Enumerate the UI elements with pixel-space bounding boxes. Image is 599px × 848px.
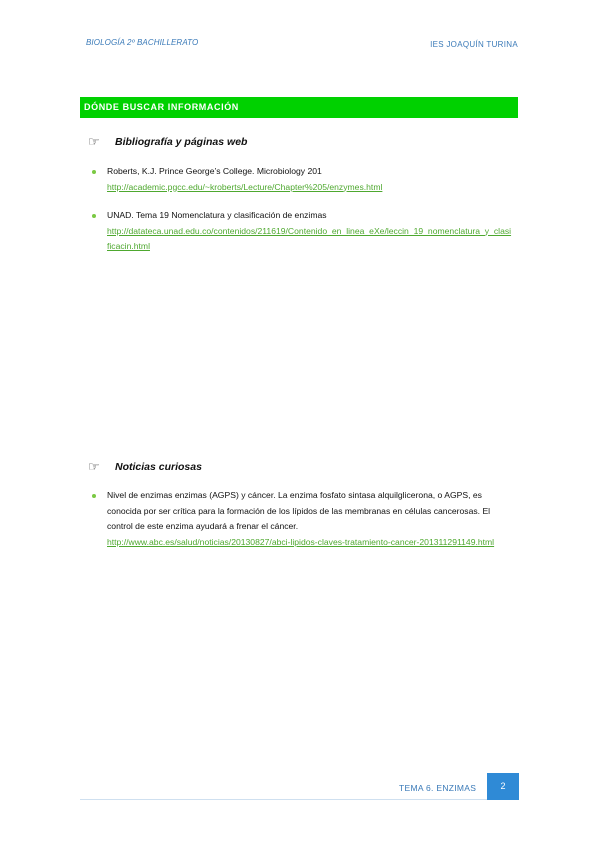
bullet-dot-icon: [92, 170, 96, 174]
pointing-hand-icon: ☞: [88, 459, 100, 474]
reference-text: UNAD. Tema 19 Nomenclatura y clasificación de enzimas: [107, 210, 327, 220]
reference-text: Roberts, K.J. Prince George’s College. Microbiology 201: [107, 166, 322, 176]
bullet-dot-icon: [92, 214, 96, 218]
running-header-school: IES JOAQUÍN TURINA: [430, 40, 518, 49]
footer-topic: TEMA 6. ENZIMAS: [399, 783, 477, 793]
list-item: [92, 488, 512, 550]
news-link[interactable]: http://www.abc.es/salud/noticias/20130827/abci-lipidos-claves-tratamiento-cancer-201311291149.html: [107, 536, 495, 547]
running-header-course: BIOLOGÍA 2º BACHILLERATO: [86, 38, 199, 47]
page-number: 2: [487, 773, 519, 800]
subheading-bibliography: [88, 135, 247, 148]
subheading-bibliography-title: Bibliografía y páginas web: [115, 135, 248, 148]
list-item: [92, 164, 512, 195]
section-heading-bar: [80, 97, 518, 118]
reference-link[interactable]: http://datateca.unad.edu.co/contenidos/211619/Contenido_en_linea_eXe/leccin_19_nomenclatura_y_clasificacin.html: [107, 225, 512, 251]
subheading-news-title: Noticias curiosas: [115, 460, 202, 473]
pointing-hand-icon: ☞: [88, 134, 100, 149]
section-heading: DÓNDE BUSCAR INFORMACIÓN: [84, 102, 239, 112]
news-text: Nivel de enzimas enzimas (AGPS) y cáncer. La enzima fosfato sintasa alquilglicerona, o AGPS, es conocida por ser crítica para la formación de los lípidos de las membranas en células cancerosas. El control de este enzima ayudará a frenar el cáncer.: [107, 490, 491, 531]
reference-link[interactable]: http://academic.pgcc.edu/~kroberts/Lecture/Chapter%205/enzymes.html: [107, 181, 383, 192]
list-item: [92, 208, 512, 255]
footer-rule: [80, 799, 487, 800]
bullet-dot-icon: [92, 494, 96, 498]
subheading-news: [88, 460, 202, 473]
